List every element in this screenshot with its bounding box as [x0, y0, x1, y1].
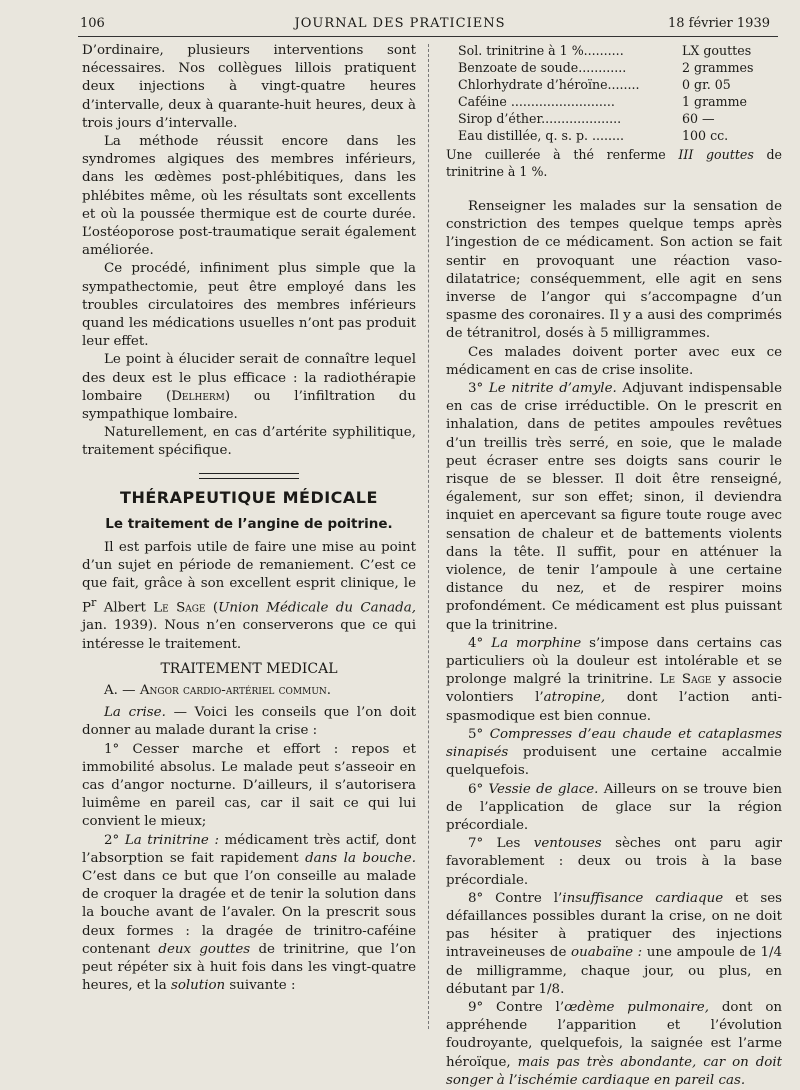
recipe-ingredient: Sol. trinitrine à 1 %.......... — [458, 43, 624, 58]
paragraph: Naturellement, en cas d’artérite syphilitique, traitement spécifique. — [82, 425, 416, 459]
text-run: 2° — [104, 832, 125, 848]
text-run: 5° — [468, 726, 490, 742]
emphasis: solution — [170, 978, 226, 994]
text-run: de trinitrine à 1 %. — [446, 147, 782, 179]
recipe-dose: LX gouttes — [682, 43, 752, 58]
text-run: produisent une certaine accalmie quelquefois. — [446, 745, 782, 779]
list-item: 1° Cesser marche et effort : repos et immobilité absolus. Le malade peut s’asseoir en cas d’angor nocturne. D’ailleurs, il s’autorisera luimême en pareil cas, car il sait ce qui lui convient le mieux; — [82, 741, 416, 830]
recipe-dose: 100 cc. — [682, 128, 729, 143]
item-label: Le nitrite d’amyle. — [488, 381, 617, 397]
text-run: Il est parfois utile de faire une mise au point d’un sujet en période de remaniement. C’est ce que fait, grâce à son excellent esprit clinique, le P — [82, 540, 416, 616]
emphasis: ventouses — [533, 836, 602, 852]
emphasis: atropine, — [543, 690, 606, 706]
item-label: La morphine — [491, 635, 582, 651]
text-run: Une cuillerée à thé renferme — [446, 147, 679, 162]
author-name: Delherm — [171, 388, 225, 404]
text-run: s’impose dans certains cas particuliers où la douleur est intolérable et se prolonge malgré la trinitrine. — [446, 635, 782, 688]
recipe-dose: 2 grammes — [682, 60, 754, 75]
recipe-ingredient: Caféine .......................... — [458, 94, 615, 109]
list-item — [446, 781, 782, 836]
recipe-dose: 60 — — [682, 111, 715, 126]
recipe-ingredient: Chlorhydrate d’héroïne........ — [458, 77, 640, 92]
text-run: suivante : — [225, 978, 296, 994]
emphasis: deux gouttes — [158, 941, 251, 957]
text-run: A. — — [104, 682, 140, 698]
recipe-dose: 0 gr. 05 — [682, 77, 731, 92]
recipe-row — [458, 127, 768, 144]
list-item — [446, 726, 782, 781]
journal-title: JOURNAL DES PRATICIENS — [294, 16, 506, 31]
page-number: 106 — [80, 16, 105, 31]
text-run: jan. 1939). Nous n’en conserverons que ce qui intéresse le traitement. — [82, 618, 416, 652]
recipe-note — [446, 146, 782, 180]
text-run: une ampoule de 1/4 de milligramme, chaque jour, ou plus, en débutant par 1/8. — [446, 945, 783, 997]
text-run: Le point à élucider serait de connaître lequel des deux est le plus efficace : la radiothérapie lombaire ( — [82, 352, 416, 404]
paragraph — [82, 351, 416, 424]
item-label: La trinitrine : — [124, 832, 219, 848]
paragraph: Renseigner les malades sur la sensation de constriction des tempes quelque temps après l’ingestion de ce médicament. Son action se fait sentir en provoquant une réaction vaso-dilatatrice; conséquemment, elle agit en sens inverse de l’angor qui s’accompagne d’un spasme des coronaires. Il y a ausi des comprimés de tétranitrol, dosés à 5 milligrammes. — [446, 199, 782, 342]
text-run: — Voici les conseils que l’on doit donner au malade durant la crise : — [82, 705, 416, 739]
crise-label: La crise. — [104, 705, 166, 721]
recipe-row — [458, 110, 768, 127]
text-run: 4° — [468, 635, 492, 651]
recipe-ingredient: Sirop d’éther.................... — [458, 111, 622, 126]
text-run: sèches ont paru agir favorablement : deux ou trois à la base précordiale. — [446, 836, 782, 888]
paragraph: Ces malades doivent porter avec eux ce médicament en cas de crise insolite. — [446, 344, 782, 378]
header-rule — [78, 36, 778, 37]
list-item — [446, 890, 782, 999]
paragraph — [82, 704, 416, 740]
text-run: Albert — [96, 600, 154, 616]
emphasis: ouabaïne : — [571, 945, 643, 961]
recipe-row — [458, 42, 768, 59]
text-run: de trinitrine, que l’on peut répéter six à huit fois dans les vingt-quatre heures, et la — [82, 941, 416, 994]
text-run: ) ou l’infiltration du sympathique lombaire. — [82, 388, 417, 423]
text-run: médicament très actif, dont l’absorption se fait rapidement — [82, 832, 416, 866]
recipe-row — [458, 59, 768, 76]
list-item — [446, 635, 782, 726]
superscript: r — [91, 595, 97, 609]
text-run: 6° — [468, 781, 489, 797]
column-divider — [428, 44, 429, 1029]
recipe-ingredient: Benzoate de soude............ — [458, 60, 627, 75]
author-name: Le Sage — [659, 672, 712, 688]
item-label: Vessie de glace. — [488, 781, 599, 797]
treatment-heading: TRAITEMENT MEDICAL — [160, 660, 338, 677]
emphasis: III gouttes — [678, 147, 754, 162]
recipe-row — [458, 93, 768, 110]
journal-name: Union Médicale du Canada, — [218, 600, 416, 616]
text-run: 7° Les — [468, 836, 534, 852]
text-run: dont l’action anti-spasmodique est bien connue. — [446, 690, 782, 724]
text-run: dont on appréhende l’apparition et l’évolution foudroyante, quelquefois, la saignée est l’arme héroïque, — [446, 999, 783, 1070]
paragraph — [82, 539, 416, 654]
text-run: 9° Contre l’ — [468, 999, 565, 1015]
paragraph: Ce procédé, infiniment plus simple que la sympathectomie, peut être employé dans les troubles circulatoires des membres inférieurs quand les médications usuelles n’ont pas produit leur effet. — [82, 261, 416, 350]
item-label: Compresses d’eau chaude et cataplasmes sinapisés — [446, 726, 782, 761]
section-title: THÉRAPEUTIQUE MÉDICALE — [120, 487, 378, 507]
paragraph: La méthode réussit encore dans les syndromes algiques des membres inférieurs, dans les œdèmes post-phlébitiques, dans les phlébites même, où les résultats sont excellents et où la poussée thermique est de courte durée. L’ostéoporose post-traumatique serait également améliorée. — [82, 134, 416, 259]
text-run: et ses défaillances possibles durant la crise, on ne doit pas hésiter à pratiquer des injections intraveineuses de — [446, 890, 782, 961]
text-run: 8° Contre l’ — [468, 890, 563, 906]
list-item — [446, 999, 782, 1090]
issue-date: 18 février 1939 — [667, 16, 770, 31]
page-header — [0, 0, 800, 38]
text-run: 3° — [468, 381, 489, 397]
author-name: Le Sage — [153, 600, 206, 616]
section-divider — [199, 473, 299, 479]
paragraph: D’ordinaire, plusieurs interventions sont nécessaires. Nos collègues lillois pratiquent deux injections à vingt-quatre heures d’intervalle, deux à quarante-huit heures, deux à trois jours d’intervalle. — [82, 43, 416, 131]
list-item — [446, 380, 782, 635]
text-run: y associe volontiers l’ — [446, 672, 783, 706]
list-item — [82, 832, 416, 996]
text-run: Ailleurs on se trouve bien de l’application de glace sur la région précordiale. — [446, 781, 782, 833]
text-run: ( — [205, 600, 219, 616]
text-run: C’est dans ce but que l’on conseille au malade de croquer la dragée et de tenir la solution dans la bouche avant de l’avaler. On la prescrit sous deux formes : la dragée de trinitro-caféine contenant — [82, 869, 416, 957]
left-column — [82, 42, 416, 995]
emphasis: œdème pulmonaire, — [564, 999, 709, 1015]
angor-heading — [104, 682, 416, 700]
emphasis: mais pas très abondante, car on doit songer à l’ischémie cardiaque en pareil cas. — [446, 1054, 782, 1088]
recipe-table — [458, 42, 768, 144]
list-item — [446, 835, 782, 890]
text-run: Angor cardio-artériel commun. — [139, 682, 332, 698]
right-column — [446, 42, 782, 1090]
emphasis: dans la bouche. — [305, 850, 416, 866]
text-run: Adjuvant indispensable en cas de crise irréductible. On le prescrit en inhalation, dans de petites ampoules revêtues d’un treillis très serré, en soie, que le malade peut écraser entre ses doigts sans courir le risque de se blesser. Il doit être renseigné, également, sur son effet; sinon, il deviendra inquiet en apercevant sa figure toute rouge avec sensation de chaleur et de battements violents dans la tête. Il suffit, pour en atténuer la violence, de tenir l’ampoule à une certaine distance du nez, et de respirer moins profondément. Ce médicament est plus puissant que la trinitrine. — [446, 381, 782, 633]
emphasis: insuffisance cardiaque — [562, 890, 724, 906]
recipe-row — [458, 76, 768, 93]
article-title: Le traitement de l’angine de poitrine. — [105, 515, 393, 532]
recipe-ingredient: Eau distillée, q. s. p. ........ — [458, 128, 625, 143]
recipe-dose: 1 gramme — [682, 94, 747, 109]
